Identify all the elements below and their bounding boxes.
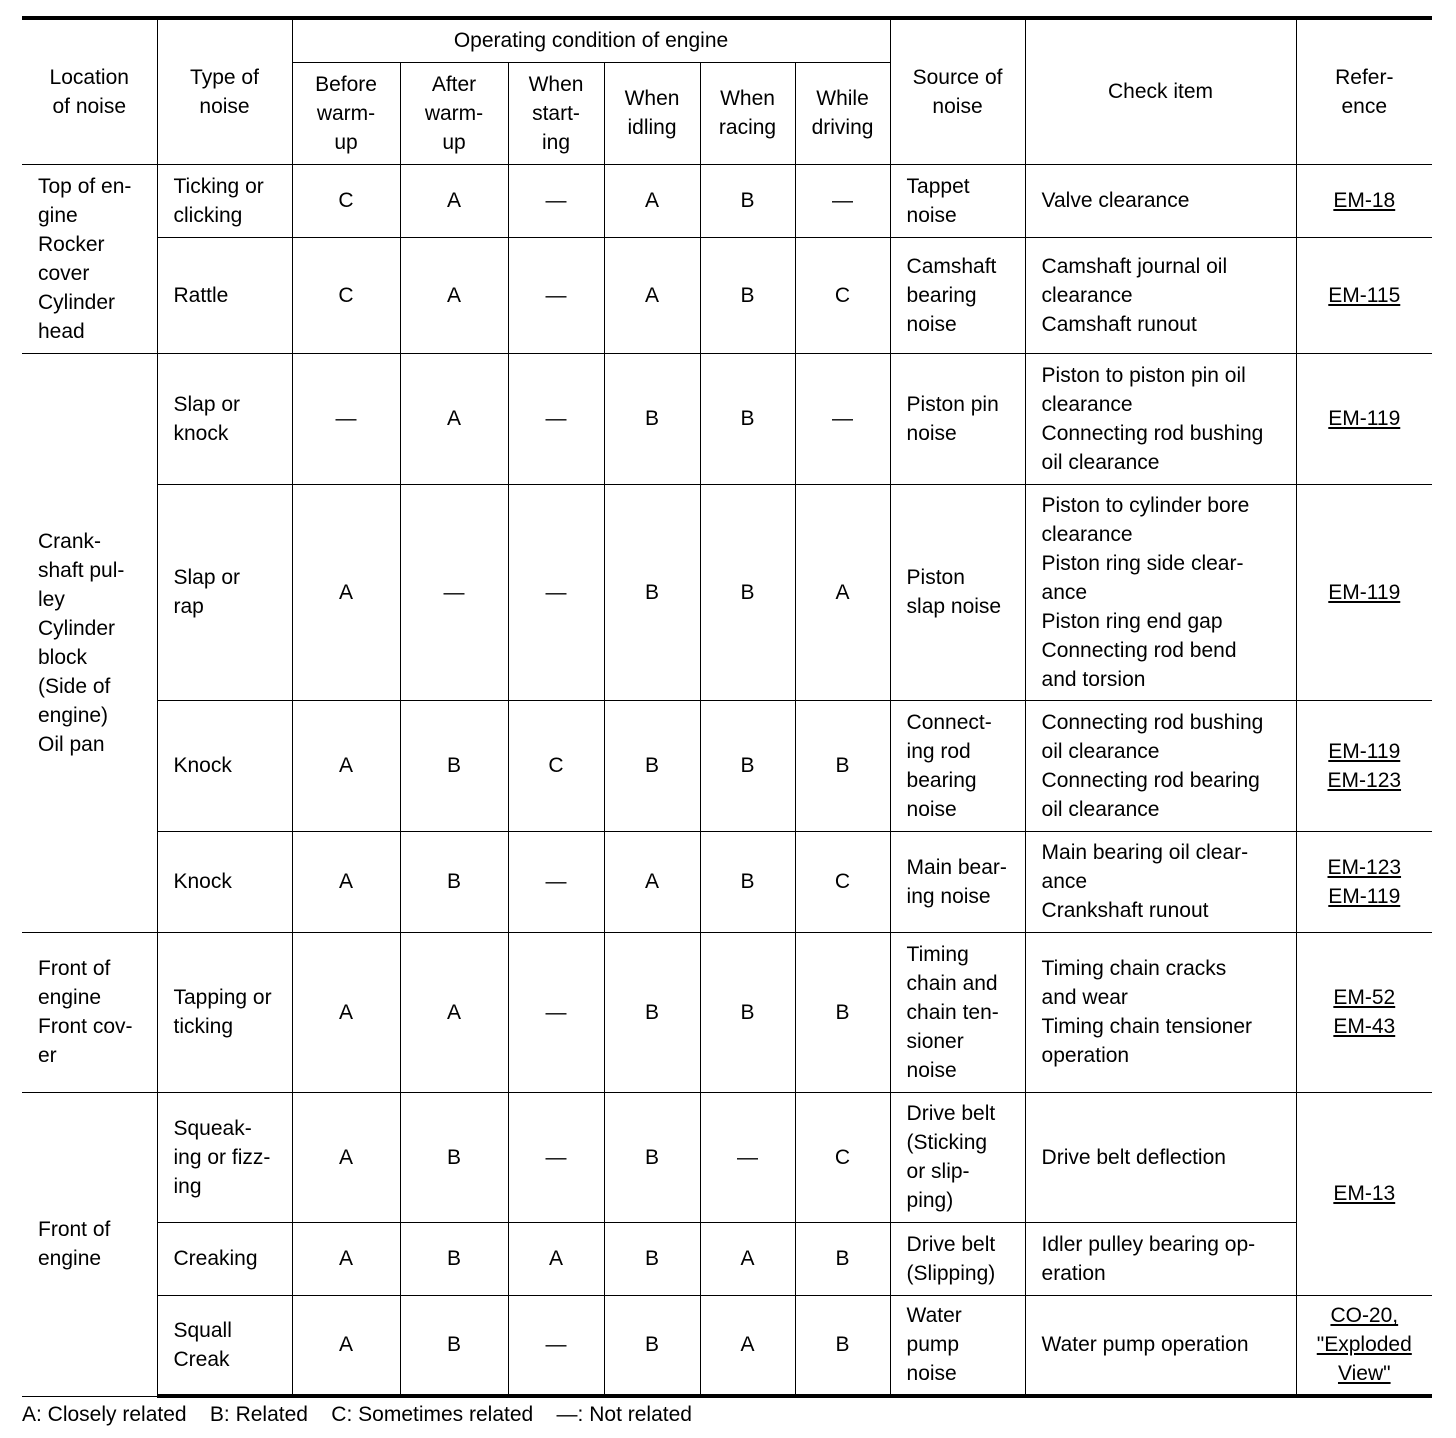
noise-source: Tappet noise [890,164,1025,237]
condition-value: B [795,1222,890,1295]
table-row [22,1092,1432,1222]
condition-value: B [604,1092,700,1222]
condition-value: A [292,1295,400,1396]
check-item: Timing chain cracks and wear Timing chain tensioner operation [1025,932,1296,1092]
condition-value: A [700,1295,795,1396]
condition-value: B [604,932,700,1092]
reference-link[interactable]: EM-18 [1333,189,1396,212]
table-row [22,353,1432,484]
table-row [22,1222,1432,1295]
condition-value: — [508,484,604,700]
condition-value: C [292,237,400,353]
noise-source: Camshaft bearing noise [890,237,1025,353]
condition-value: A [292,831,400,932]
noise-type: Rattle [157,237,292,353]
location-cell: Front of engine Front cov- er [22,932,157,1092]
reference-link[interactable]: EM-119 [1328,739,1401,763]
noise-type: Knock [157,700,292,831]
condition-value: B [700,932,795,1092]
check-item: Drive belt deflection [1025,1092,1296,1222]
check-item: Connecting rod bushing oil clearance Connecting rod bearing oil clearance [1025,700,1296,831]
condition-value: B [700,831,795,932]
condition-value: A [400,164,508,237]
noise-type: Creaking [157,1222,292,1295]
noise-type: Squeak- ing or fizz- ing [157,1092,292,1222]
check-item: Piston to cylinder bore clearance Piston ring side clear- ance Piston ring end gap Connecting rod bend and torsion [1025,484,1296,700]
noise-type: Tapping or ticking [157,932,292,1092]
condition-value: — [795,164,890,237]
check-item: Idler pulley bearing op- eration [1025,1222,1296,1295]
condition-value: A [292,1222,400,1295]
table-row [22,237,1432,353]
header-condition-while-driving: While driving [795,62,890,164]
condition-value: B [400,700,508,831]
table-row [22,932,1432,1092]
reference-link[interactable]: EM-119 [1328,407,1401,430]
location-cell: Front of engine [22,1092,157,1396]
condition-value: C [795,831,890,932]
condition-value: B [604,700,700,831]
location-cell: Top of en- gine Rocker cover Cylinder head [22,164,157,353]
condition-value: A [292,700,400,831]
noise-source: Piston pin noise [890,353,1025,484]
reference-link[interactable]: EM-119 [1328,884,1401,908]
condition-value: C [795,237,890,353]
condition-value: — [508,932,604,1092]
condition-value: B [604,353,700,484]
condition-value: C [508,700,604,831]
reference-link[interactable]: EM-43 [1333,1015,1396,1038]
noise-source: Water pump noise [890,1295,1025,1396]
condition-value: — [795,353,890,484]
reference-link[interactable]: EM-119 [1328,580,1401,604]
condition-value: B [400,1092,508,1222]
condition-value: — [292,353,400,484]
header-condition-when-starting: When start- ing [508,62,604,164]
reference-link[interactable]: "Exploded [1316,1333,1412,1357]
check-item: Piston to piston pin oil clearance Connecting rod bushing oil clearance [1025,353,1296,484]
check-item: Water pump operation [1025,1295,1296,1396]
header-type: Type of noise [157,18,292,164]
table-row [22,831,1432,932]
condition-value: B [604,1222,700,1295]
header-condition-when-racing: When racing [700,62,795,164]
check-item: Valve clearance [1025,164,1296,237]
legend: A: Closely related B: Related C: Sometimes related —: Not related [22,1403,692,1426]
engine-noise-table [22,16,1432,1398]
reference-link[interactable]: EM-13 [1333,1182,1396,1205]
condition-value: — [508,237,604,353]
noise-source: Piston slap noise [890,484,1025,700]
condition-value: A [700,1222,795,1295]
header-operating-condition: Operating condition of engine [292,18,890,62]
condition-value: A [292,484,400,700]
noise-type: Slap or rap [157,484,292,700]
noise-type: Knock [157,831,292,932]
condition-value: A [400,237,508,353]
noise-type: Squall Creak [157,1295,292,1396]
table-row [22,700,1432,831]
condition-value: B [400,831,508,932]
condition-value: B [604,484,700,700]
condition-value: A [795,484,890,700]
condition-value: — [508,164,604,237]
noise-source: Timing chain and chain ten- sioner noise [890,932,1025,1092]
condition-value: A [604,831,700,932]
reference-link[interactable]: EM-52 [1333,986,1396,1009]
condition-value: C [795,1092,890,1222]
noise-source: Drive belt (Slipping) [890,1222,1025,1295]
condition-value: B [795,932,890,1092]
check-item: Camshaft journal oil clearance Camshaft runout [1025,237,1296,353]
condition-value: — [508,1092,604,1222]
condition-value: B [700,700,795,831]
condition-value: A [400,353,508,484]
location-cell: Crank- shaft pul- ley Cylinder block (Side of engine) Oil pan [22,353,157,932]
condition-value: A [292,1092,400,1222]
noise-type: Slap or knock [157,353,292,484]
reference-link[interactable]: EM-123 [1327,855,1402,879]
reference-link[interactable]: EM-115 [1328,283,1401,307]
table-row [22,164,1432,237]
noise-source: Connect- ing rod bearing noise [890,700,1025,831]
header-condition-after-warmup: After warm- up [400,62,508,164]
header-condition-before-warmup: Before warm- up [292,62,400,164]
condition-value: B [700,484,795,700]
reference-link[interactable]: CO-20, [1330,1304,1399,1328]
condition-value: B [700,164,795,237]
header-location: Location of noise [22,18,157,164]
noise-source: Main bear- ing noise [890,831,1025,932]
condition-value: — [508,831,604,932]
condition-value: — [400,484,508,700]
condition-value: A [604,237,700,353]
noise-source: Drive belt (Sticking or slip- ping) [890,1092,1025,1222]
condition-value: A [604,164,700,237]
reference-link[interactable]: View" [1337,1362,1391,1386]
condition-value: — [508,1295,604,1396]
condition-value: B [700,353,795,484]
condition-value: B [400,1222,508,1295]
reference-link[interactable]: EM-123 [1327,768,1402,792]
noise-type: Ticking or clicking [157,164,292,237]
condition-value: A [400,932,508,1092]
header-reference: Refer- ence [1296,18,1432,164]
header-source: Source of noise [890,18,1025,164]
table-row [22,484,1432,700]
condition-value: B [795,700,890,831]
table-row [22,1295,1432,1396]
condition-value: B [700,237,795,353]
condition-value: A [292,932,400,1092]
condition-value: — [508,353,604,484]
condition-value: B [604,1295,700,1396]
condition-value: C [292,164,400,237]
condition-value: — [700,1092,795,1222]
condition-value: B [795,1295,890,1396]
check-item: Main bearing oil clear- ance Crankshaft runout [1025,831,1296,932]
header-check-item: Check item [1025,18,1296,164]
header-condition-when-idling: When idling [604,62,700,164]
condition-value: B [400,1295,508,1396]
condition-value: A [508,1222,604,1295]
